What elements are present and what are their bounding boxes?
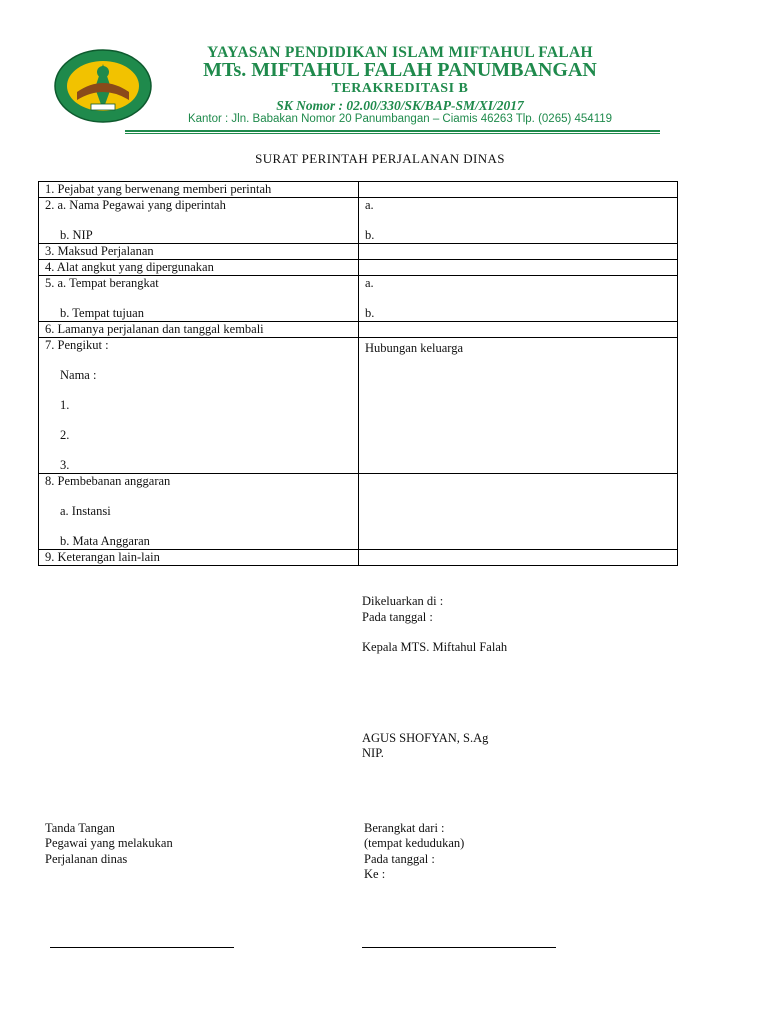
table-row [39, 276, 678, 322]
signature-label: Perjalanan dinas [45, 852, 128, 866]
header-rule-thick [125, 130, 660, 132]
signature-line-left [50, 947, 234, 948]
school-logo [53, 48, 153, 124]
issued-date: Pada tanggal : [362, 610, 433, 624]
accreditation: TERAKREDITASI B [331, 81, 469, 96]
row-value-line: Hubungan keluarga [365, 341, 464, 355]
document-title: SURAT PERINTAH PERJALANAN DINAS [255, 151, 505, 166]
row-label-line: Nama : [60, 368, 97, 382]
head-title: Kepala MTS. Miftahul Falah [362, 640, 508, 654]
sk-number: SK Nomor : 02.00/330/SK/BAP-SM/XI/2017 [276, 98, 524, 113]
signature-line-right [362, 947, 556, 948]
row-label [39, 338, 359, 474]
row-label [39, 474, 359, 550]
row-value [359, 244, 678, 260]
row-value-line: a. [365, 198, 374, 212]
office-address: Kantor : Jln. Babakan Nomor 20 Panumbangan – Ciamis 46263 Tlp. (0265) 454119 [187, 113, 613, 125]
row-label-line: b. Tempat tujuan [60, 306, 144, 320]
row-label-line: 7. Pengikut : [45, 338, 109, 352]
row-label: 1. Pejabat yang berwenang memberi perintah [39, 182, 359, 198]
table-row [39, 260, 678, 276]
row-label-line: a. Instansi [60, 504, 111, 518]
row-label: 9. Keterangan lain-lain [39, 550, 359, 566]
row-label-line: 3. [60, 458, 70, 472]
row-label-line: b. NIP [60, 228, 93, 242]
row-value [359, 260, 678, 276]
row-label: 6. Lamanya perjalanan dan tanggal kembali [39, 322, 359, 338]
row-label [39, 276, 359, 322]
travel-order-table [38, 181, 678, 566]
head-nip: NIP. [362, 746, 384, 760]
row-label-line: 8. Pembebanan anggaran [45, 474, 171, 488]
table-row [39, 322, 678, 338]
header-rule-thin [125, 133, 660, 134]
row-value [359, 474, 678, 550]
table-row [39, 182, 678, 198]
row-value-line: a. [365, 276, 374, 290]
table-row [39, 474, 678, 550]
row-label-line: 1. [60, 398, 70, 412]
row-value [359, 322, 678, 338]
table-row [39, 244, 678, 260]
signature-label: Tanda Tangan [45, 821, 115, 835]
row-value-line: b. [365, 228, 375, 242]
table-row [39, 198, 678, 244]
row-value [359, 338, 678, 474]
row-label-line: b. Mata Anggaran [60, 534, 150, 548]
row-value-line: b. [365, 306, 375, 320]
departure-date: Pada tanggal : [364, 852, 435, 866]
row-label: 4. Alat angkut yang dipergunakan [39, 260, 359, 276]
row-label: 3. Maksud Perjalanan [39, 244, 359, 260]
row-value [359, 276, 678, 322]
head-name: AGUS SHOFYAN, S.Ag [362, 731, 489, 745]
foundation-name: YAYASAN PENDIDIKAN ISLAM MIFTAHUL FALAH [207, 44, 593, 61]
table-row [39, 550, 678, 566]
departure-to: Ke : [364, 867, 386, 881]
issued-place: Dikeluarkan di : [362, 594, 444, 608]
row-label-line: 5. a. Tempat berangkat [45, 276, 159, 290]
departure-place-note: (tempat kedudukan) [364, 836, 465, 850]
school-name: MTs. MIFTAHUL FALAH PANUMBANGAN [203, 59, 597, 81]
row-value [359, 550, 678, 566]
row-value [359, 198, 678, 244]
table-row [39, 338, 678, 474]
row-label-line: 2. a. Nama Pegawai yang diperintah [45, 198, 226, 212]
signature-label: Pegawai yang melakukan [45, 836, 173, 850]
row-value [359, 182, 678, 198]
row-label-line: 2. [60, 428, 70, 442]
departure-from: Berangkat dari : [364, 821, 445, 835]
row-label [39, 198, 359, 244]
